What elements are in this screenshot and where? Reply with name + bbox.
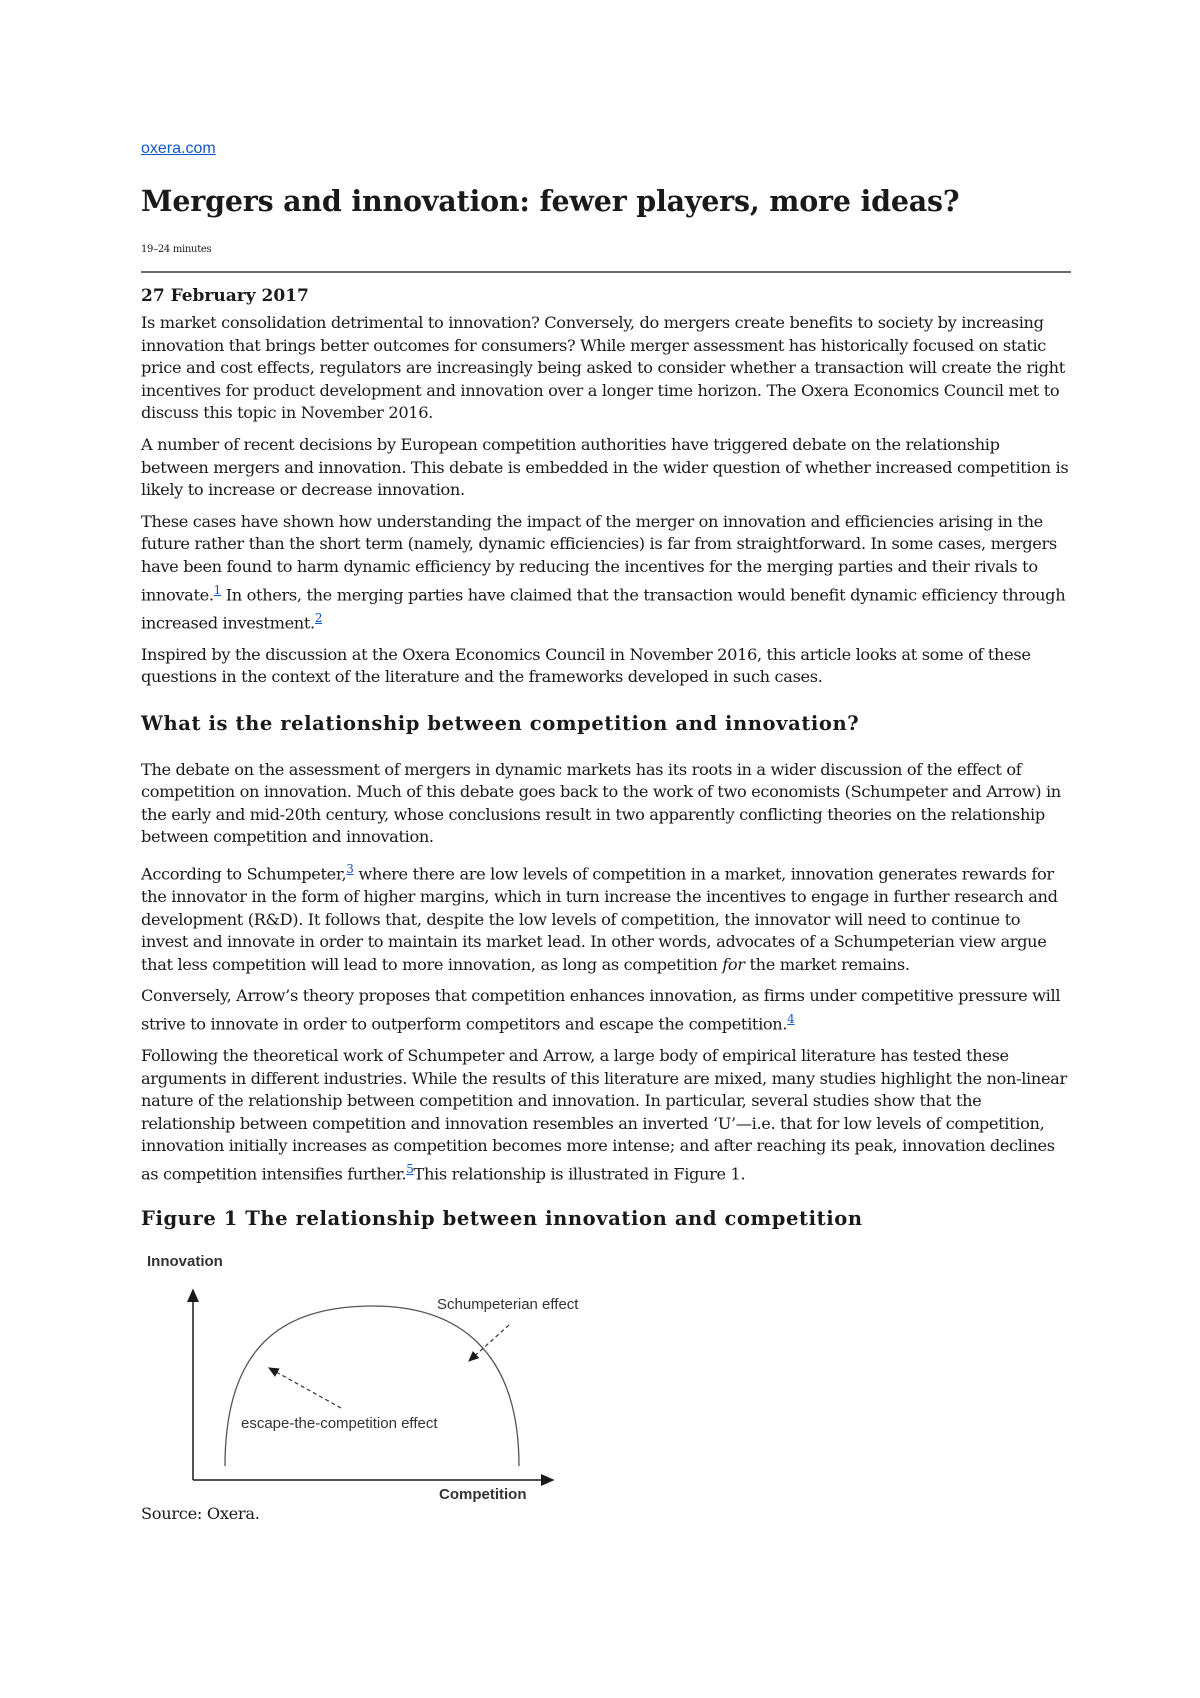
paragraph-schumpeter-text-c: the market remains. <box>744 954 910 974</box>
chart-svg <box>141 1248 611 1502</box>
paragraph-inspired: Inspired by the discussion at the Oxera Economics Council in November 2016, this article looks at some of these questions in the context of the literature and the frameworks developed in such cases. <box>141 644 1031 687</box>
paragraph-schumpeter-text-b: where there are low levels of competition in a market, innovation generates rewards for the innovator in the form of higher margins, which in turn increase the incentives to engage in further research and development (R&D). It follows that, despite the low levels of competition, the innovator will need to continue to invest and innovate in order to maintain its market lead. In other words, advocates of a Schumpeterian view argue that less competition will lead to more innovation, as long as competition <box>141 864 1058 974</box>
document-page <box>141 138 1071 1523</box>
header-divider <box>141 271 1071 273</box>
paragraph-cases <box>141 511 1071 635</box>
paragraph-schumpeter <box>141 858 1071 976</box>
paragraph-arrow <box>141 985 1071 1036</box>
paragraph-cases-text-b: In others, the merging parties have claimed that the transaction would benefit dynamic efficiency through increased investment. <box>141 584 1066 632</box>
paragraph-debate: A number of recent decisions by European competition authorities have triggered debate on the relationship between mergers and innovation. This debate is embedded in the wider question of whether increased competition is likely to increase or decrease innovation. <box>141 434 1069 500</box>
paragraph-empirical <box>141 1045 1071 1186</box>
section-heading: What is the relationship between competition and innovation? <box>141 711 860 735</box>
paragraph-cases-text-a: These cases have shown how understanding the impact of the merger on innovation and efficiencies arising in the future rather than the short term (namely, dynamic efficiencies) is far from straightforward. In some cases, mergers have been found to harm dynamic efficiency by reducing the incentives for the merging parties and their rivals to innovate. <box>141 511 1057 604</box>
annotation-escape: escape-the-competition effect <box>241 1414 438 1432</box>
annotation-schumpeterian: Schumpeterian effect <box>437 1295 579 1313</box>
footnote-link-3[interactable]: 3 <box>346 862 354 877</box>
figure-source: Source: Oxera. <box>141 1503 260 1523</box>
footnote-link-4[interactable]: 4 <box>787 1012 795 1027</box>
footnote-link-2[interactable]: 2 <box>314 610 323 625</box>
site-link[interactable]: oxera.com <box>141 140 216 157</box>
paragraph-schumpeter-text-a: According to Schumpeter, <box>141 864 347 884</box>
footnote-link-1[interactable]: 1 <box>213 582 221 597</box>
paragraph-arrow-text: Conversely, Arrow’s theory proposes that competition enhances innovation, as firms under competitive pressure will strive to innovate in order to outperform competitors and escape the competition. <box>141 986 1061 1034</box>
footnote-link-5[interactable]: 5 <box>406 1161 414 1176</box>
article-date: 27 February 2017 <box>141 286 309 306</box>
figure-title: Figure 1 The relationship between innovation and competition <box>141 1206 863 1230</box>
article-title: Mergers and innovation: fewer players, more ideas? <box>141 184 960 218</box>
x-axis-label: Competition <box>439 1485 527 1502</box>
paragraph-empirical-text-b: This relationship is illustrated in Figure 1. <box>413 1164 746 1184</box>
figure-chart <box>141 1248 611 1502</box>
y-axis-label: Innovation <box>147 1252 223 1270</box>
paragraph-empirical-text-a: Following the theoretical work of Schumpeter and Arrow, a large body of empirical literature has tested these arguments in different industries. While the results of this literature are mixed, many studies highlight the non-linear nature of the relationship between competition and innovation. In particular, several studies show that the relationship between competition and innovation resembles an inverted ‘U’—i.e. that for low levels of competition, innovation initially increases as competition becomes more intense; and after reaching its peak, innovation declines as competition intensifies further. <box>141 1046 1067 1184</box>
read-time: 19–24 minutes <box>141 244 212 255</box>
emphasis-for: for <box>722 954 745 974</box>
paragraph-roots: The debate on the assessment of mergers in dynamic markets has its roots in a wider discussion of the effect of competition on innovation. Much of this debate goes back to the work of two economists (Schumpeter and Arrow) in the early and mid-20th century, whose conclusions result in two apparently conflicting theories on the relationship between competition and innovation. <box>141 759 1061 847</box>
inverted-u-curve <box>225 1306 519 1466</box>
paragraph-intro: Is market consolidation detrimental to innovation? Conversely, do mergers create benefits to society by increasing innovation that brings better outcomes for consumers? While merger assessment has historically focused on static price and cost effects, regulators are increasingly being asked to consider whether a transaction will create the right incentives for product development and innovation over a longer time horizon. The Oxera Economics Council met to discuss this topic in November 2016. <box>141 313 1065 423</box>
escape-arrow <box>269 1368 341 1408</box>
